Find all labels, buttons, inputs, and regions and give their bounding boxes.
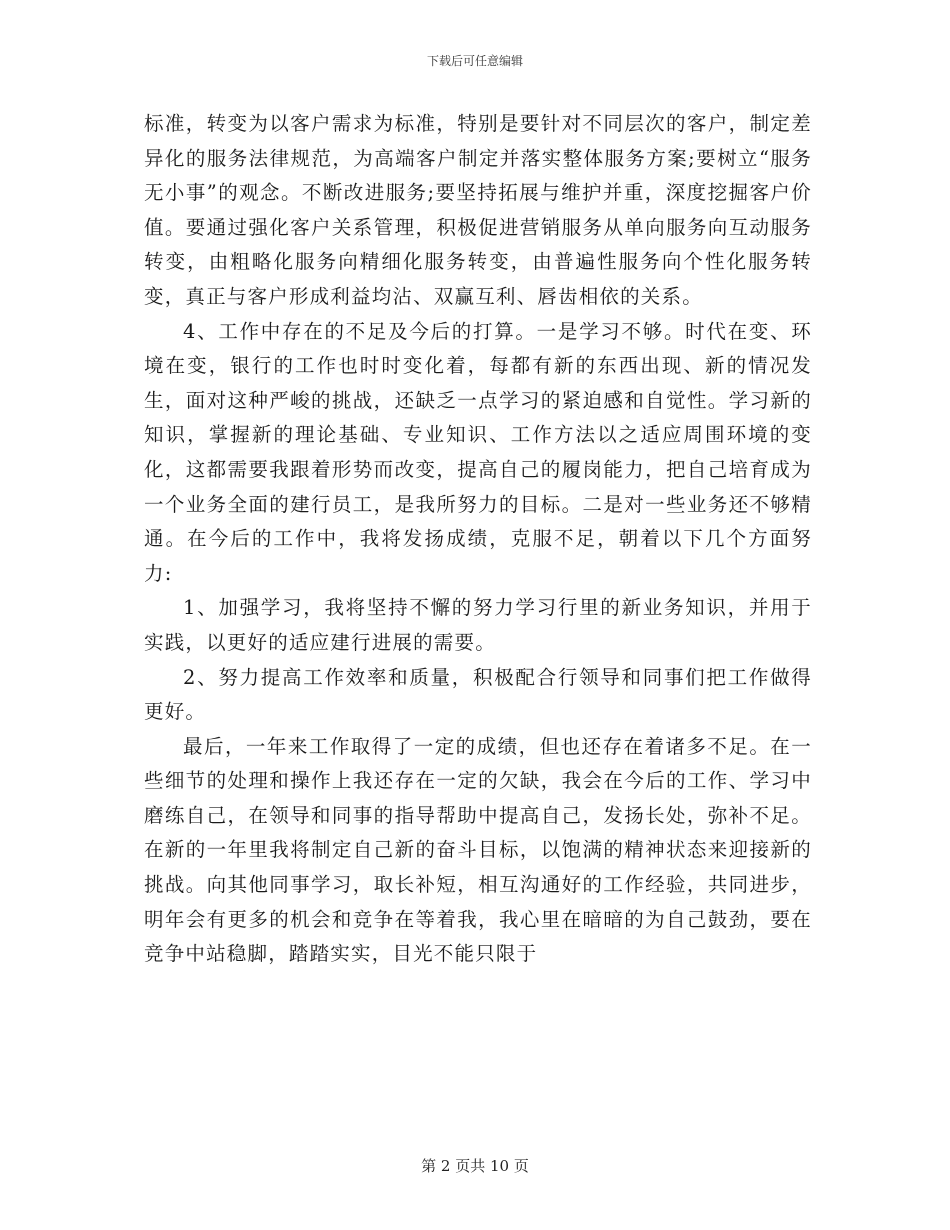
paragraph-3: 1、加强学习，我将坚持不懈的努力学习行里的新业务知识，并用于实践，以更好的适应建行进展的需要。	[144, 596, 812, 654]
paragraph-2: 4、工作中存在的不足及今后的打算。一是学习不够。时代在变、环境在变，银行的工作也时时变化着，每都有新的东西出现、新的情况发生，面对这种严峻的挑战，还缺乏一点学习的紧迫感和自觉性。学习新的知识，掌握新的理论基础、专业知识、工作方法以之适应周围环境的变化，这都需要我跟着形势而改变，提高自己的履岗能力，把自己培育成为一个业务全面的建行员工，是我所努力的目标。二是对一些业务还不够精通。在今后的工作中，我将发扬成绩，克服不足，朝着以下几个方面努力:	[144, 319, 812, 585]
paragraph-5: 最后，一年来工作取得了一定的成绩，但也还存在着诸多不足。在一些细节的处理和操作上我还存在一定的欠缺，我会在今后的工作、学习中磨练自己，在领导和同事的指导帮助中提高自己，发扬长处，弥补不足。在新的一年里我将制定自己新的奋斗目标，以饱满的精神状态来迎接新的挑战。向其他同事学习，取长补短，相互沟通好的工作经验，共同进步，明年会有更多的机会和竞争在等着我，我心里在暗暗的为自己鼓劲，要在竞争中站稳脚，踏踏实实，目光不能只限于	[144, 734, 812, 966]
document-body	[144, 107, 812, 972]
page-number-footer: 第 2 页共 10 页	[421, 1157, 529, 1175]
page-header: 下载后可任意编辑	[426, 54, 523, 68]
paragraph-4: 2、努力提高工作效率和质量，积极配合行领导和同事们把工作做得更好。	[144, 665, 812, 724]
paragraph-1: 标准，转变为以客户需求为标准，特别是要针对不同层次的客户，制定差异化的服务法律规范，为高端客户制定并落实整体服务方案;要树立“服务无小事”的观念。不断改进服务;要坚持拓展与维护并重，深度挖掘客户价值。要通过强化客户关系管理，积极促进营销服务从单向服务向互动服务转变，由粗略化服务向精细化服务转变，由普遍性服务向个性化服务转变，真正与客户形成利益均沾、双赢互利、唇齿相依的关系。	[144, 112, 812, 308]
